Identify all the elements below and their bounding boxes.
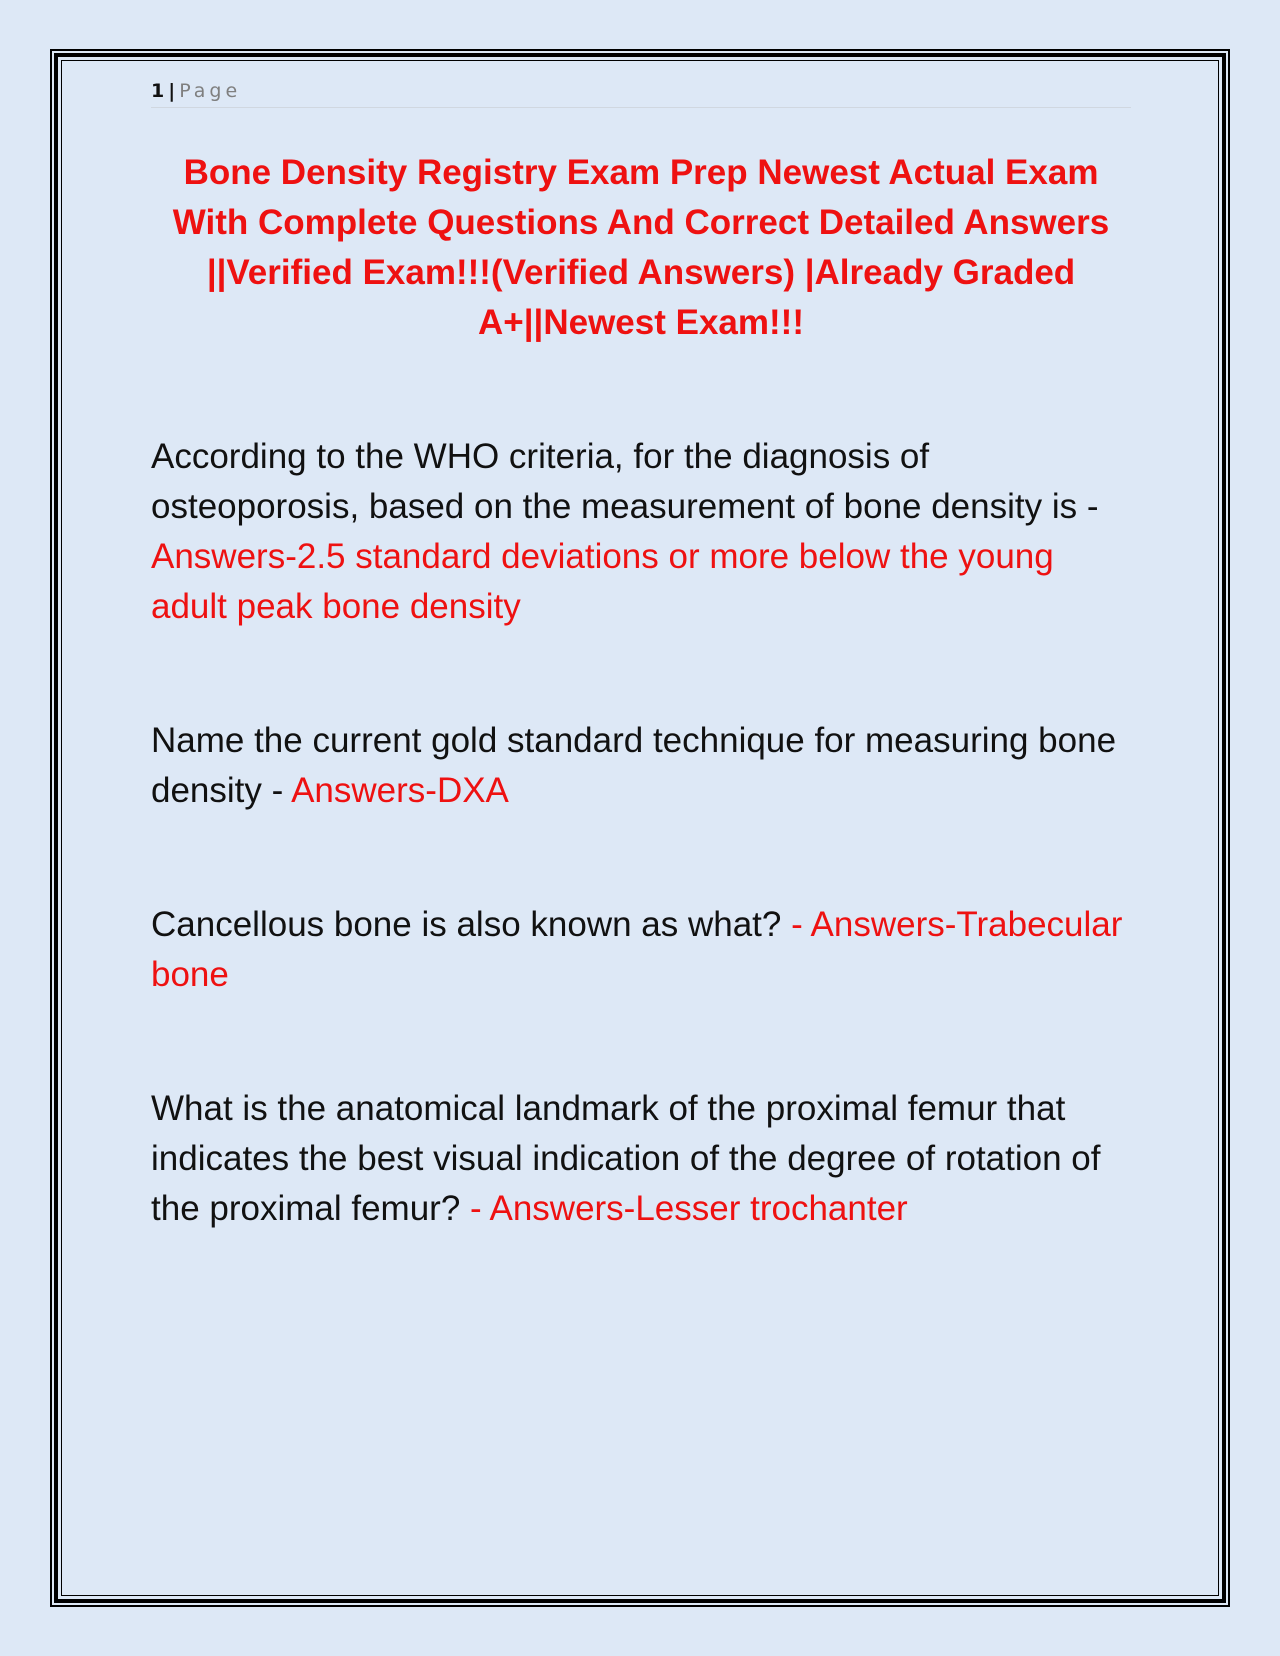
- page-header: [151, 77, 1131, 108]
- page-separator: |: [168, 80, 176, 102]
- answer-text: - Answers-Lesser trochanter: [470, 1189, 908, 1228]
- page-number: 1: [151, 80, 165, 102]
- question-text: Name the current gold standard technique for measuring bone density -: [151, 721, 1117, 810]
- question-text: Cancellous bone is also known as what?: [151, 905, 792, 944]
- document-title: Bone Density Registry Exam Prep Newest Actual Exam With Complete Questions And Correct Detailed Answers ||Verified Exam!!!(Verified Answers) |Already Graded A+||Newest Exam!!!: [172, 153, 1110, 342]
- question-text: What is the anatomical landmark of the proximal femur that indicates the best visual indication of the degree of rotation of the proximal femur?: [151, 1089, 1101, 1228]
- qa-item: [151, 1084, 1126, 1234]
- question-text: According to the WHO criteria, for the diagnosis of osteoporosis, based on the measurement of bone density is -: [151, 437, 1099, 526]
- qa-item: [151, 432, 1126, 632]
- qa-item: [151, 900, 1126, 1000]
- answer-text: - Answers-Trabecular bone: [151, 905, 1123, 994]
- answer-text: Answers-2.5 standard deviations or more below the young adult peak bone density: [151, 537, 1054, 626]
- qa-item: [151, 716, 1126, 816]
- page-label: Page: [179, 80, 242, 102]
- answer-text: Answers-DXA: [291, 771, 509, 810]
